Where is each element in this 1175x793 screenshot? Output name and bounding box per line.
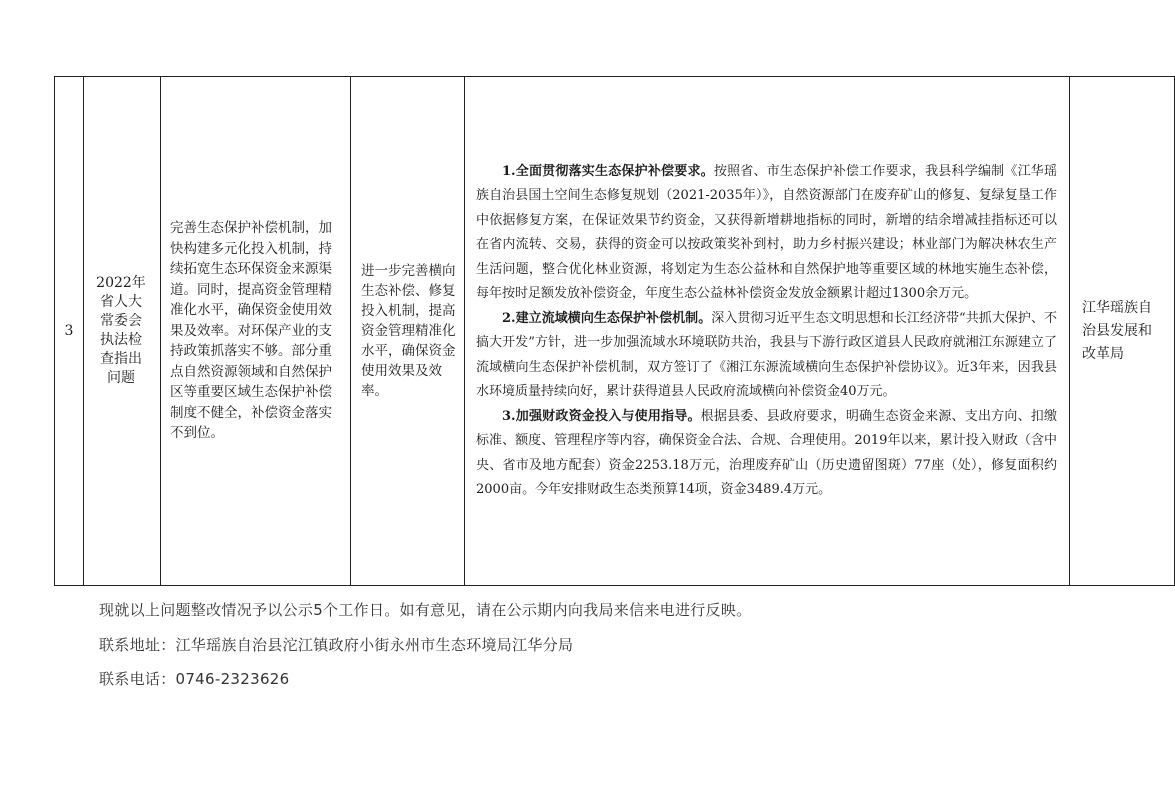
measure-body: 按照省、市生态保护补偿工作要求，我县科学编制《江华瑶族自治县国土空间生态修复规划（2021-2035年）》，自然资源部门在废弃矿山的修复、复绿复垦工作中依据修复方案，在保证效果节约资金，又获得新增耕地指标的同时，新增的结余增减挂指标还可以在省内流转、交易，获得的资金可以按政策奖补到村，助力乡村振兴建设；林业部门为解决林农生产生活问题，整合优化林业资源，将划定为生态公益林和自然保护地等重要区域的林地实施生态补偿，每年按时足额发放补偿资金，年度生态公益林补偿资金发放金额累计超过1300余万元。 [476, 163, 1057, 301]
measure-item [476, 307, 1057, 405]
problem-source-cell: 2022年省人大常委会执法检查指出问题 [84, 77, 161, 586]
contact-address: 联系地址：江华瑶族自治县沱江镇政府小街永州市生态环境局江华分局 [99, 636, 574, 654]
problem-description-cell: 完善生态保护补偿机制，加快构建多元化投入机制，持续拓宽生态环保资金来源渠道。同时，提高资金管理精准化水平，确保资金使用效果及效率。对环保产业的支持政策抓落实不够。部分重点自然资源领域和自然保护区等重要区域生态保护补偿制度不健全，补偿资金落实不到位。 [161, 77, 351, 586]
measure-heading: 1.全面贯彻落实生态保护补偿要求。 [502, 163, 714, 179]
measure-item [476, 160, 1057, 307]
row-index-cell: 3 [55, 77, 84, 586]
notice-text: 现就以上问题整改情况予以公示5个工作日。如有意见，请在公示期内向我局来信来电进行反映。 [99, 601, 752, 619]
responsible-unit-cell: 江华瑶族自治县发展和改革局 [1070, 77, 1175, 586]
measure-item [476, 405, 1057, 503]
measure-heading: 3.加强财政资金投入与使用指导。 [502, 408, 701, 424]
measure-body: 根据县委、县政府要求，明确生态资金来源、支出方向、扣缴标准、额度、管理程序等内容，确保资金合法、合规、合理使用。2019年以来，累计投入财政（含中央、省市及地方配套）资金2253.18万元，治理废弃矿山（历史遗留图斑）77座（处），修复面积约2000亩。今年安排财政生态类预算14项，资金3489.4万元。 [476, 408, 1057, 497]
rectification-measures-cell [465, 77, 1070, 586]
contact-phone: 联系电话：0746-2323626 [99, 670, 290, 688]
rectification-target-cell: 进一步完善横向生态补偿、修复投入机制，提高资金管理精准化水平，确保资金使用效果及效率。 [351, 77, 465, 586]
measure-body: 深入贯彻习近平生态文明思想和长江经济带“共抓大保护、不搞大开发”方针，进一步加强流域水环境联防共治，我县与下游行政区道县人民政府就湘江东源建立了流域横向生态保护补偿机制，双方签订了《湘江东源流域横向生态保护补偿协议》。近3年来，因我县水环境质量持续向好，累计获得道县人民政府流域横向补偿资金40万元。 [476, 310, 1057, 399]
table-row [55, 77, 1175, 586]
rectification-table [54, 76, 1175, 586]
measure-heading: 2.建立流域横向生态保护补偿机制。 [502, 310, 712, 326]
